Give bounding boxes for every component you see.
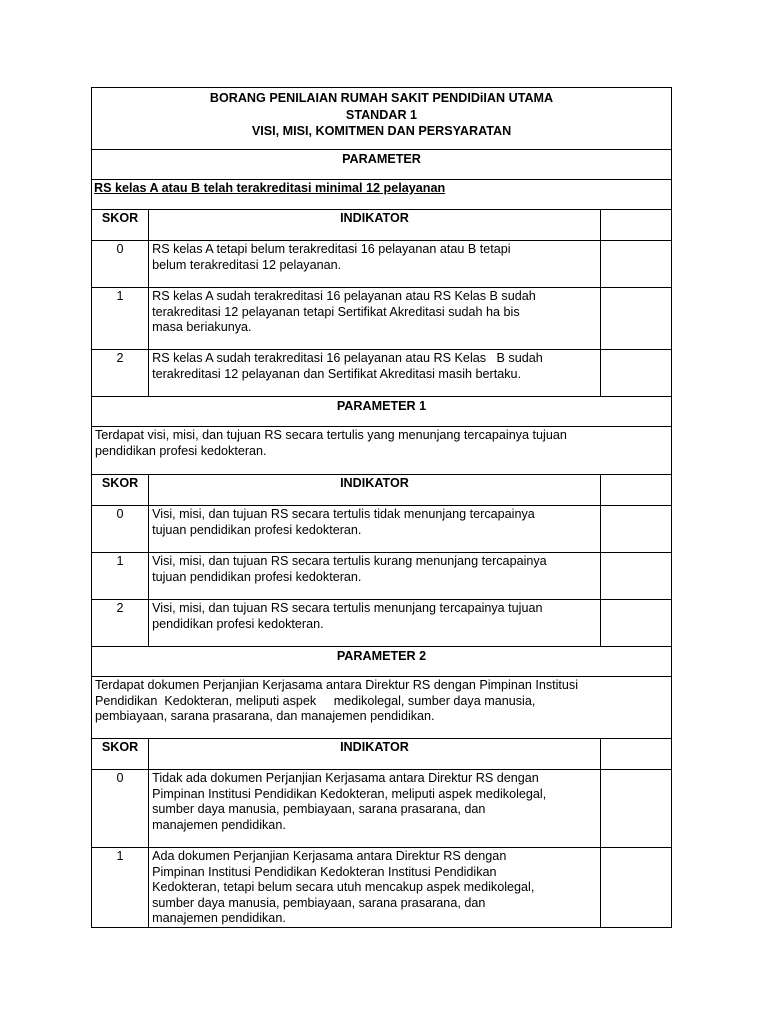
indikator-line: tujuan pendidikan profesi kedokteran. xyxy=(152,569,362,584)
form-title-line-2: STANDAR 1 xyxy=(345,107,418,122)
indikator-text xyxy=(149,770,601,848)
indikator-line: Pimpinan Institusi Pendidikan Kedokteran, meliputi aspek medikolegal, xyxy=(152,786,547,801)
parameter-1-statement-row xyxy=(92,427,672,475)
indikator-line: Ada dokumen Perjanjian Kerjasama antara Direktur RS dengan xyxy=(152,849,507,863)
indicator-row xyxy=(92,600,672,647)
indicator-row xyxy=(92,350,672,397)
indikator-line: belum terakreditasi 12 pelayanan. xyxy=(152,257,342,272)
assessment-form-table xyxy=(91,87,672,928)
skor-header: SKOR xyxy=(92,210,149,241)
parameter-heading: PARAMETER xyxy=(92,150,672,180)
parameter-1-heading-row xyxy=(92,397,672,427)
indikator-line: terakreditasi 12 pelayanan dan Sertifikat Akreditasi masih bertaku. xyxy=(152,366,522,381)
indicator-row xyxy=(92,241,672,288)
indikator-text xyxy=(149,553,601,600)
indikator-text xyxy=(149,600,601,647)
indikator-line: manajemen pendidikan. xyxy=(152,817,286,832)
indikator-line: manajemen pendidikan. xyxy=(152,911,286,926)
indikator-line: Kedokteran, tetapi belum secara utuh mencakup aspek medikolegal, xyxy=(152,880,535,895)
parameter-heading-row xyxy=(92,150,672,180)
skor-value: 1 xyxy=(92,288,149,350)
score-entry-cell xyxy=(600,600,671,647)
score-entry-cell xyxy=(600,506,671,553)
skor-value: 0 xyxy=(92,770,149,848)
score-entry-cell xyxy=(600,350,671,397)
indikator-text xyxy=(149,506,601,553)
parameter-1-heading: PARAMETER 1 xyxy=(92,397,672,427)
statement-line: Pendidikan Kedokteran, meliputi aspek medikolegal, sumber daya manusia, xyxy=(95,693,536,708)
indikator-line: sumber daya manusia, pembiayaan, sarana prasarana, dan xyxy=(152,802,486,817)
statement-line: pembiayaan, sarana prasarana, dan manajemen pendidikan. xyxy=(95,709,435,724)
indikator-line: terakreditasi 12 pelayanan tetapi Sertifikat Akreditasi sudah ha bis xyxy=(152,304,520,319)
indikator-line: sumber daya manusia, pembiayaan, sarana prasarana, dan xyxy=(152,895,486,910)
indikator-text xyxy=(149,848,601,928)
indikator-line: pendidikan profesi kedokteran. xyxy=(152,616,324,631)
indikator-header: INDIKATOR xyxy=(149,475,601,506)
skor-value: 1 xyxy=(92,848,149,928)
empty-cell xyxy=(600,739,671,770)
parameter-1-statement xyxy=(92,427,672,475)
parameter-2-statement-row xyxy=(92,677,672,739)
indikator-line: Visi, misi, dan tujuan RS secara tertulis tidak menunjang tercapainya xyxy=(152,507,535,521)
indicator-row xyxy=(92,506,672,553)
indikator-header: INDIKATOR xyxy=(149,210,601,241)
indikator-line: Pimpinan Institusi Pendidikan Kedokteran Institusi Pendidikan xyxy=(152,864,497,879)
indikator-line: Visi, misi, dan tujuan RS secara tertulis menunjang tercapainya tujuan xyxy=(152,601,543,615)
indikator-line: RS kelas A sudah terakreditasi 16 pelayanan atau RS Kelas B sudah xyxy=(152,351,543,365)
indikator-line: RS kelas A sudah terakreditasi 16 pelayanan atau RS Kelas B sudah xyxy=(152,289,536,303)
statement-line: Terdapat dokumen Perjanjian Kerjasama antara Direktur RS dengan Pimpinan Institusi xyxy=(95,678,579,692)
indicator-row xyxy=(92,770,672,848)
skor-value: 1 xyxy=(92,553,149,600)
score-entry-cell xyxy=(600,848,671,928)
empty-cell xyxy=(600,475,671,506)
parameter-statement: RS kelas A atau B telah terakreditasi minimal 12 pelayanan xyxy=(92,180,672,210)
indikator-line: RS kelas A tetapi belum terakreditasi 16 pelayanan atau B tetapi xyxy=(152,242,511,256)
form-title xyxy=(92,88,672,150)
parameter-2-heading: PARAMETER 2 xyxy=(92,647,672,677)
parameter-statement-row xyxy=(92,180,672,210)
indikator-text xyxy=(149,288,601,350)
indicator-header-row xyxy=(92,739,672,770)
form-title-row xyxy=(92,88,672,150)
indikator-header: INDIKATOR xyxy=(149,739,601,770)
form-title-line-1: BORANG PENILAIAN RUMAH SAKIT PENDIDiIAN UTAMA xyxy=(209,91,554,105)
indikator-line: tujuan pendidikan profesi kedokteran. xyxy=(152,522,362,537)
skor-value: 2 xyxy=(92,600,149,647)
skor-header: SKOR xyxy=(92,739,149,770)
skor-value: 0 xyxy=(92,241,149,288)
indicator-header-row xyxy=(92,210,672,241)
statement-line: pendidikan profesi kedokteran. xyxy=(95,443,267,458)
indikator-line: masa beriakunya. xyxy=(152,320,252,335)
indicator-row xyxy=(92,288,672,350)
indicator-row xyxy=(92,848,672,928)
indikator-line: Visi, misi, dan tujuan RS secara tertulis kurang menunjang tercapainya xyxy=(152,554,547,568)
score-entry-cell xyxy=(600,770,671,848)
skor-value: 0 xyxy=(92,506,149,553)
indikator-text xyxy=(149,241,601,288)
score-entry-cell xyxy=(600,288,671,350)
skor-header: SKOR xyxy=(92,475,149,506)
indikator-line: Tidak ada dokumen Perjanjian Kerjasama antara Direktur RS dengan xyxy=(152,771,539,785)
skor-value: 2 xyxy=(92,350,149,397)
indicator-row xyxy=(92,553,672,600)
indikator-text xyxy=(149,350,601,397)
score-entry-cell xyxy=(600,553,671,600)
parameter-2-heading-row xyxy=(92,647,672,677)
indicator-header-row xyxy=(92,475,672,506)
statement-line: Terdapat visi, misi, dan tujuan RS secara tertulis yang menunjang tercapainya tujuan xyxy=(95,428,567,442)
parameter-2-statement xyxy=(92,677,672,739)
score-entry-cell xyxy=(600,241,671,288)
form-title-line-3: VISI, MISI, KOMITMEN DAN PERSYARATAN xyxy=(251,124,512,139)
empty-cell xyxy=(600,210,671,241)
